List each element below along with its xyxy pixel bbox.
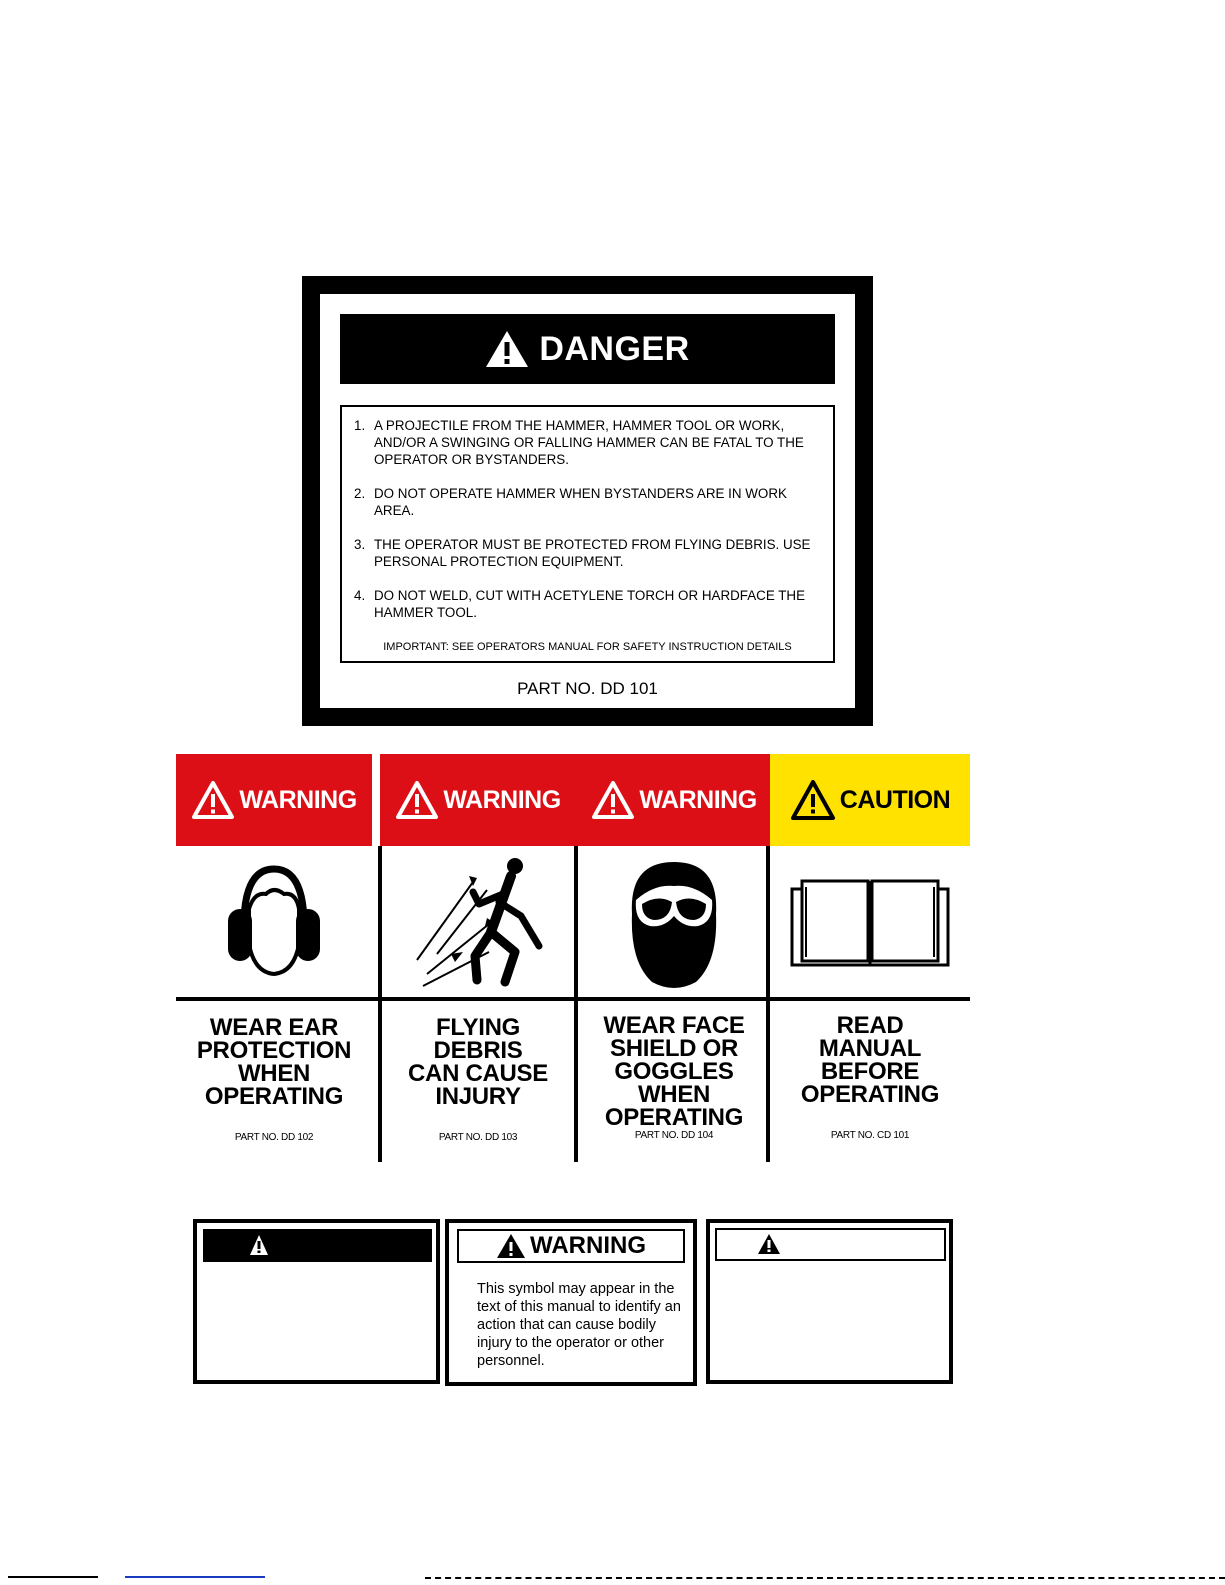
- danger-important-note: IMPORTANT: SEE OPERATORS MANUAL FOR SAFETY INSTRUCTION DETAILS: [383, 641, 792, 653]
- manual-book-icon: [790, 879, 950, 969]
- danger-item: 2. DO NOT OPERATE HAMMER WHEN BYSTANDERS ARE IN WORK AREA.: [354, 486, 787, 518]
- warning-triangle-icon: [757, 1233, 781, 1255]
- panel-header-label: WARNING: [639, 785, 757, 814]
- panel-divider: [378, 846, 382, 1162]
- panel-header: [176, 754, 372, 846]
- ear-protection-icon: [214, 864, 334, 984]
- panel-message: WEAR FACE SHIELD OR GOGGLES WHEN OPERATING: [603, 1012, 745, 1131]
- panel-header-label: WARNING: [239, 785, 357, 814]
- danger-item: 4. DO NOT WELD, CUT WITH ACETYLENE TORCH OR HARDFACE THE HAMMER TOOL.: [354, 588, 806, 620]
- warning-triangle-icon: [485, 330, 529, 368]
- flying-debris-icon: [403, 854, 553, 994]
- warning-triangle-icon: [395, 780, 439, 820]
- panel-header: [380, 754, 576, 846]
- footer-mark: [8, 1576, 98, 1578]
- safety-decal-strip: [176, 754, 970, 1162]
- panel-part-number: PART NO. CD 101: [830, 1130, 910, 1141]
- flying-debris-panel: [380, 754, 576, 1162]
- panel-divider: [766, 846, 770, 1162]
- danger-header: [340, 314, 835, 384]
- symbol-box-header: [715, 1228, 946, 1261]
- danger-title: DANGER: [539, 329, 690, 368]
- panel-part-number: PART NO. DD 103: [438, 1132, 518, 1143]
- panel-message: FLYING DEBRIS CAN CAUSE INJURY: [408, 1014, 548, 1110]
- danger-sign-inner: [320, 294, 855, 708]
- danger-symbol-box: [193, 1219, 440, 1384]
- danger-item: 1. A PROJECTILE FROM THE HAMMER, HAMMER TOOL OR WORK, AND/OR A SWINGING OR FALLING HAMMER CAN BE FATAL TO THE OPERATOR OR BYSTANDERS.: [354, 418, 804, 467]
- panel-header: [770, 754, 970, 846]
- warning-triangle-icon: [496, 1233, 526, 1259]
- danger-item: 3. THE OPERATOR MUST BE PROTECTED FROM FLYING DEBRIS. USE PERSONAL PROTECTION EQUIPMENT.: [354, 537, 811, 569]
- danger-instructions-box: [340, 405, 835, 663]
- panel-horizontal-divider: [176, 997, 970, 1001]
- panel-divider: [574, 846, 578, 1162]
- symbol-box-header: [457, 1229, 685, 1263]
- panel-message: READ MANUAL BEFORE OPERATING: [800, 1012, 940, 1108]
- symbol-box-header: [203, 1229, 432, 1262]
- ear-protection-panel: [176, 754, 372, 1162]
- face-shield-panel: [576, 754, 772, 1162]
- panel-header-label: WARNING: [443, 785, 561, 814]
- caution-symbol-box: [706, 1219, 953, 1384]
- footer-link-line: [125, 1576, 265, 1578]
- panel-part-number: PART NO. DD 102: [234, 1132, 314, 1143]
- warning-triangle-icon: [790, 779, 836, 821]
- warning-triangle-icon: [249, 1234, 269, 1256]
- read-manual-panel: [770, 754, 970, 1162]
- symbol-box-text: This symbol may appear in the text of this manual to identify an action that can cause bodily injury to the operator or other personnel.: [477, 1281, 681, 1369]
- panel-header-label: CAUTION: [839, 785, 951, 814]
- panel-header: [576, 754, 772, 846]
- danger-sign: [302, 276, 873, 726]
- face-shield-icon: [614, 854, 734, 994]
- panel-part-number: PART NO. DD 104: [634, 1130, 714, 1141]
- warning-triangle-icon: [591, 780, 635, 820]
- danger-part-number: PART NO. DD 101: [517, 679, 658, 698]
- warning-triangle-icon: [191, 780, 235, 820]
- panel-message: WEAR EAR PROTECTION WHEN OPERATING: [196, 1014, 352, 1110]
- warning-symbol-box: [445, 1219, 697, 1386]
- symbol-box-title: WARNING: [530, 1232, 646, 1259]
- footer-dashed-line: [425, 1577, 1225, 1579]
